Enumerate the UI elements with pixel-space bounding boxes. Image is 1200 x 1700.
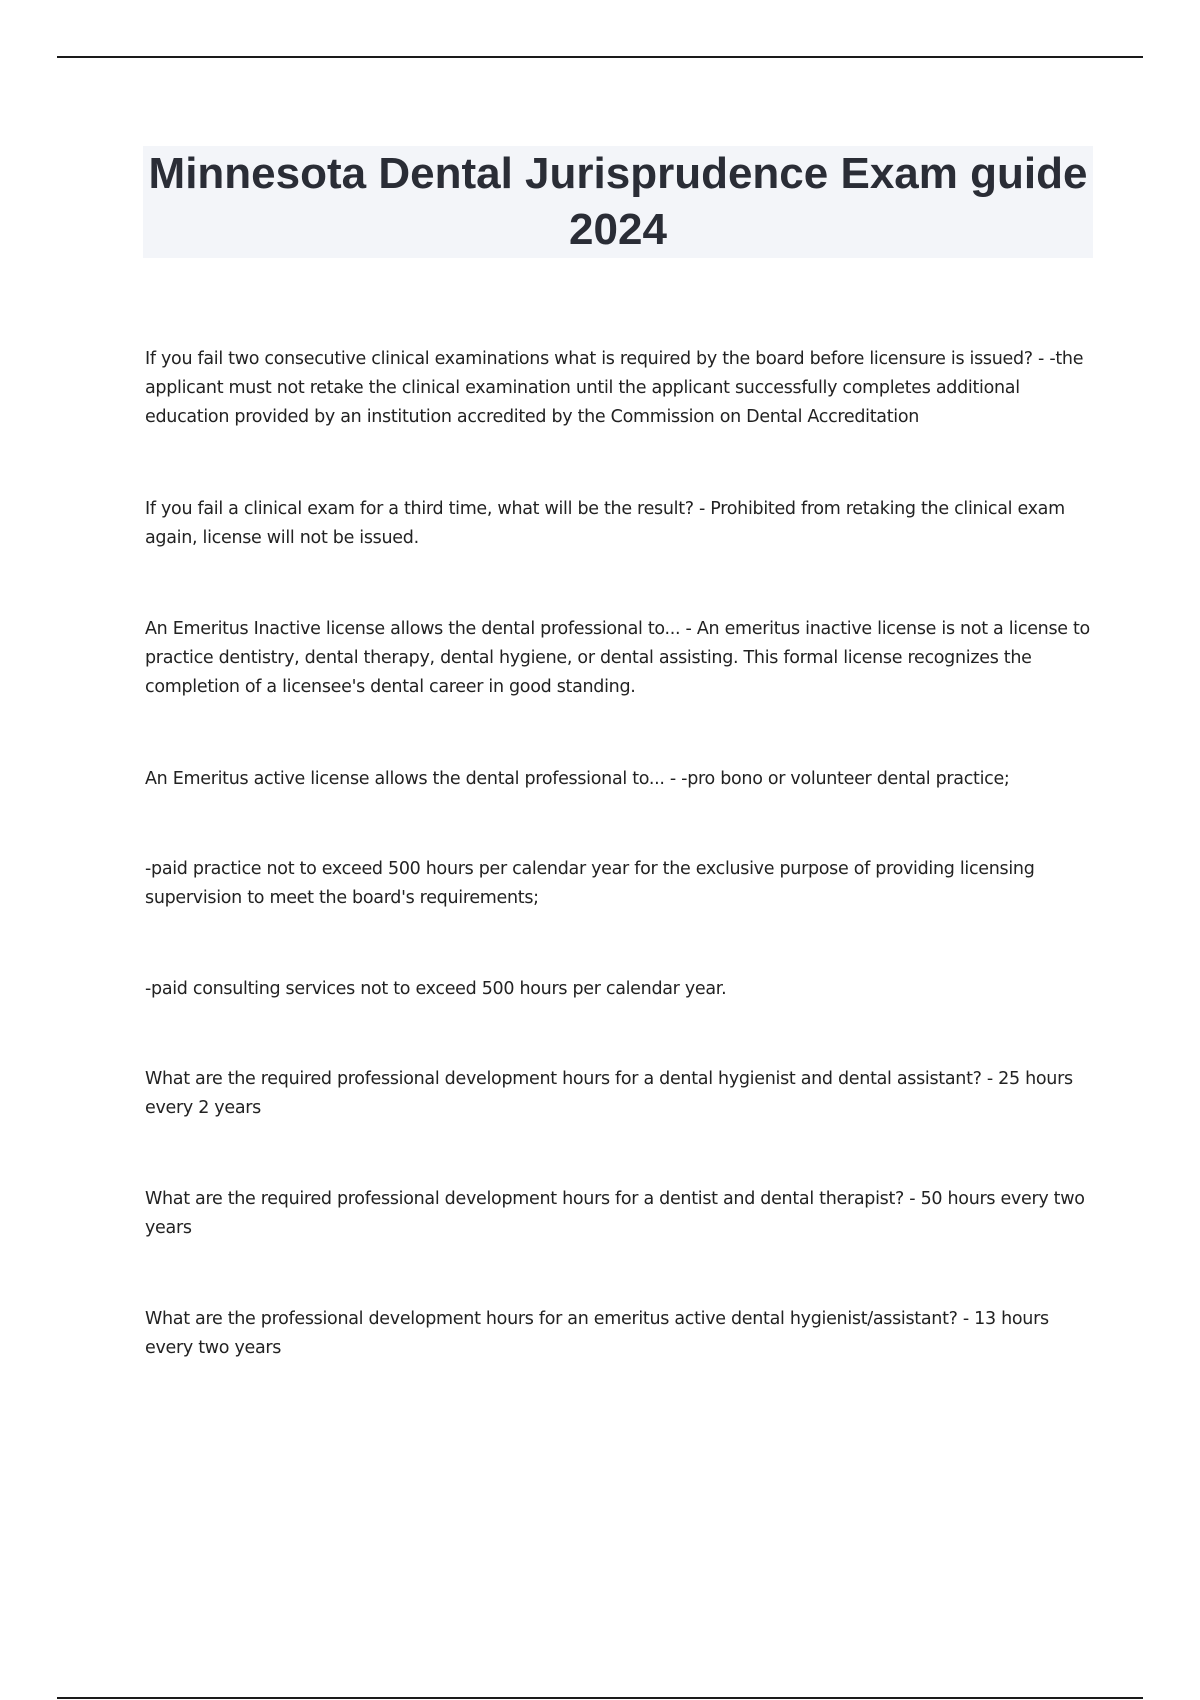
qa-paragraph-9: What are the professional development hours for an emeritus active dental hygienist/assistant? - 13 hours every two years [145,1309,1049,1358]
qa-paragraph-3: An Emeritus Inactive license allows the dental professional to... - An emeritus inactive license is not a license to practice dentistry, dental therapy, dental hygiene, or dental assisting. This formal license recognizes the completion of a licensee's dental career in good standing. [145,619,1090,697]
qa-paragraph-1: If you fail two consecutive clinical examinations what is required by the board before licensure is issued? - -the applicant must not retake the clinical examination until the applicant successfully completes additional education provided by an institution accredited by the Commission on Dental Accreditation [145,349,1084,427]
qa-paragraph-8: What are the required professional development hours for a dentist and dental therapist? - 50 hours every two years [145,1189,1085,1238]
qa-paragraph-4: An Emeritus active license allows the dental professional to... - -pro bono or volunteer dental practice; [145,769,1010,789]
qa-paragraph-2: If you fail a clinical exam for a third time, what will be the result? - Prohibited from retaking the clinical exam again, license will not be issued. [145,499,1065,548]
title-banner [143,146,1093,258]
top-divider [57,56,1143,58]
qa-paragraph-7: What are the required professional development hours for a dental hygienist and dental assistant? - 25 hours every 2 years [145,1069,1073,1118]
qa-paragraph-5: -paid practice not to exceed 500 hours per calendar year for the exclusive purpose of providing licensing supervision to meet the board's requirements; [145,859,1035,908]
bottom-divider [57,1697,1143,1699]
document-title: Minnesota Dental Jurisprudence Exam guide 2024 [148,149,1088,254]
qa-paragraph-6: -paid consulting services not to exceed 500 hours per calendar year. [145,979,727,999]
